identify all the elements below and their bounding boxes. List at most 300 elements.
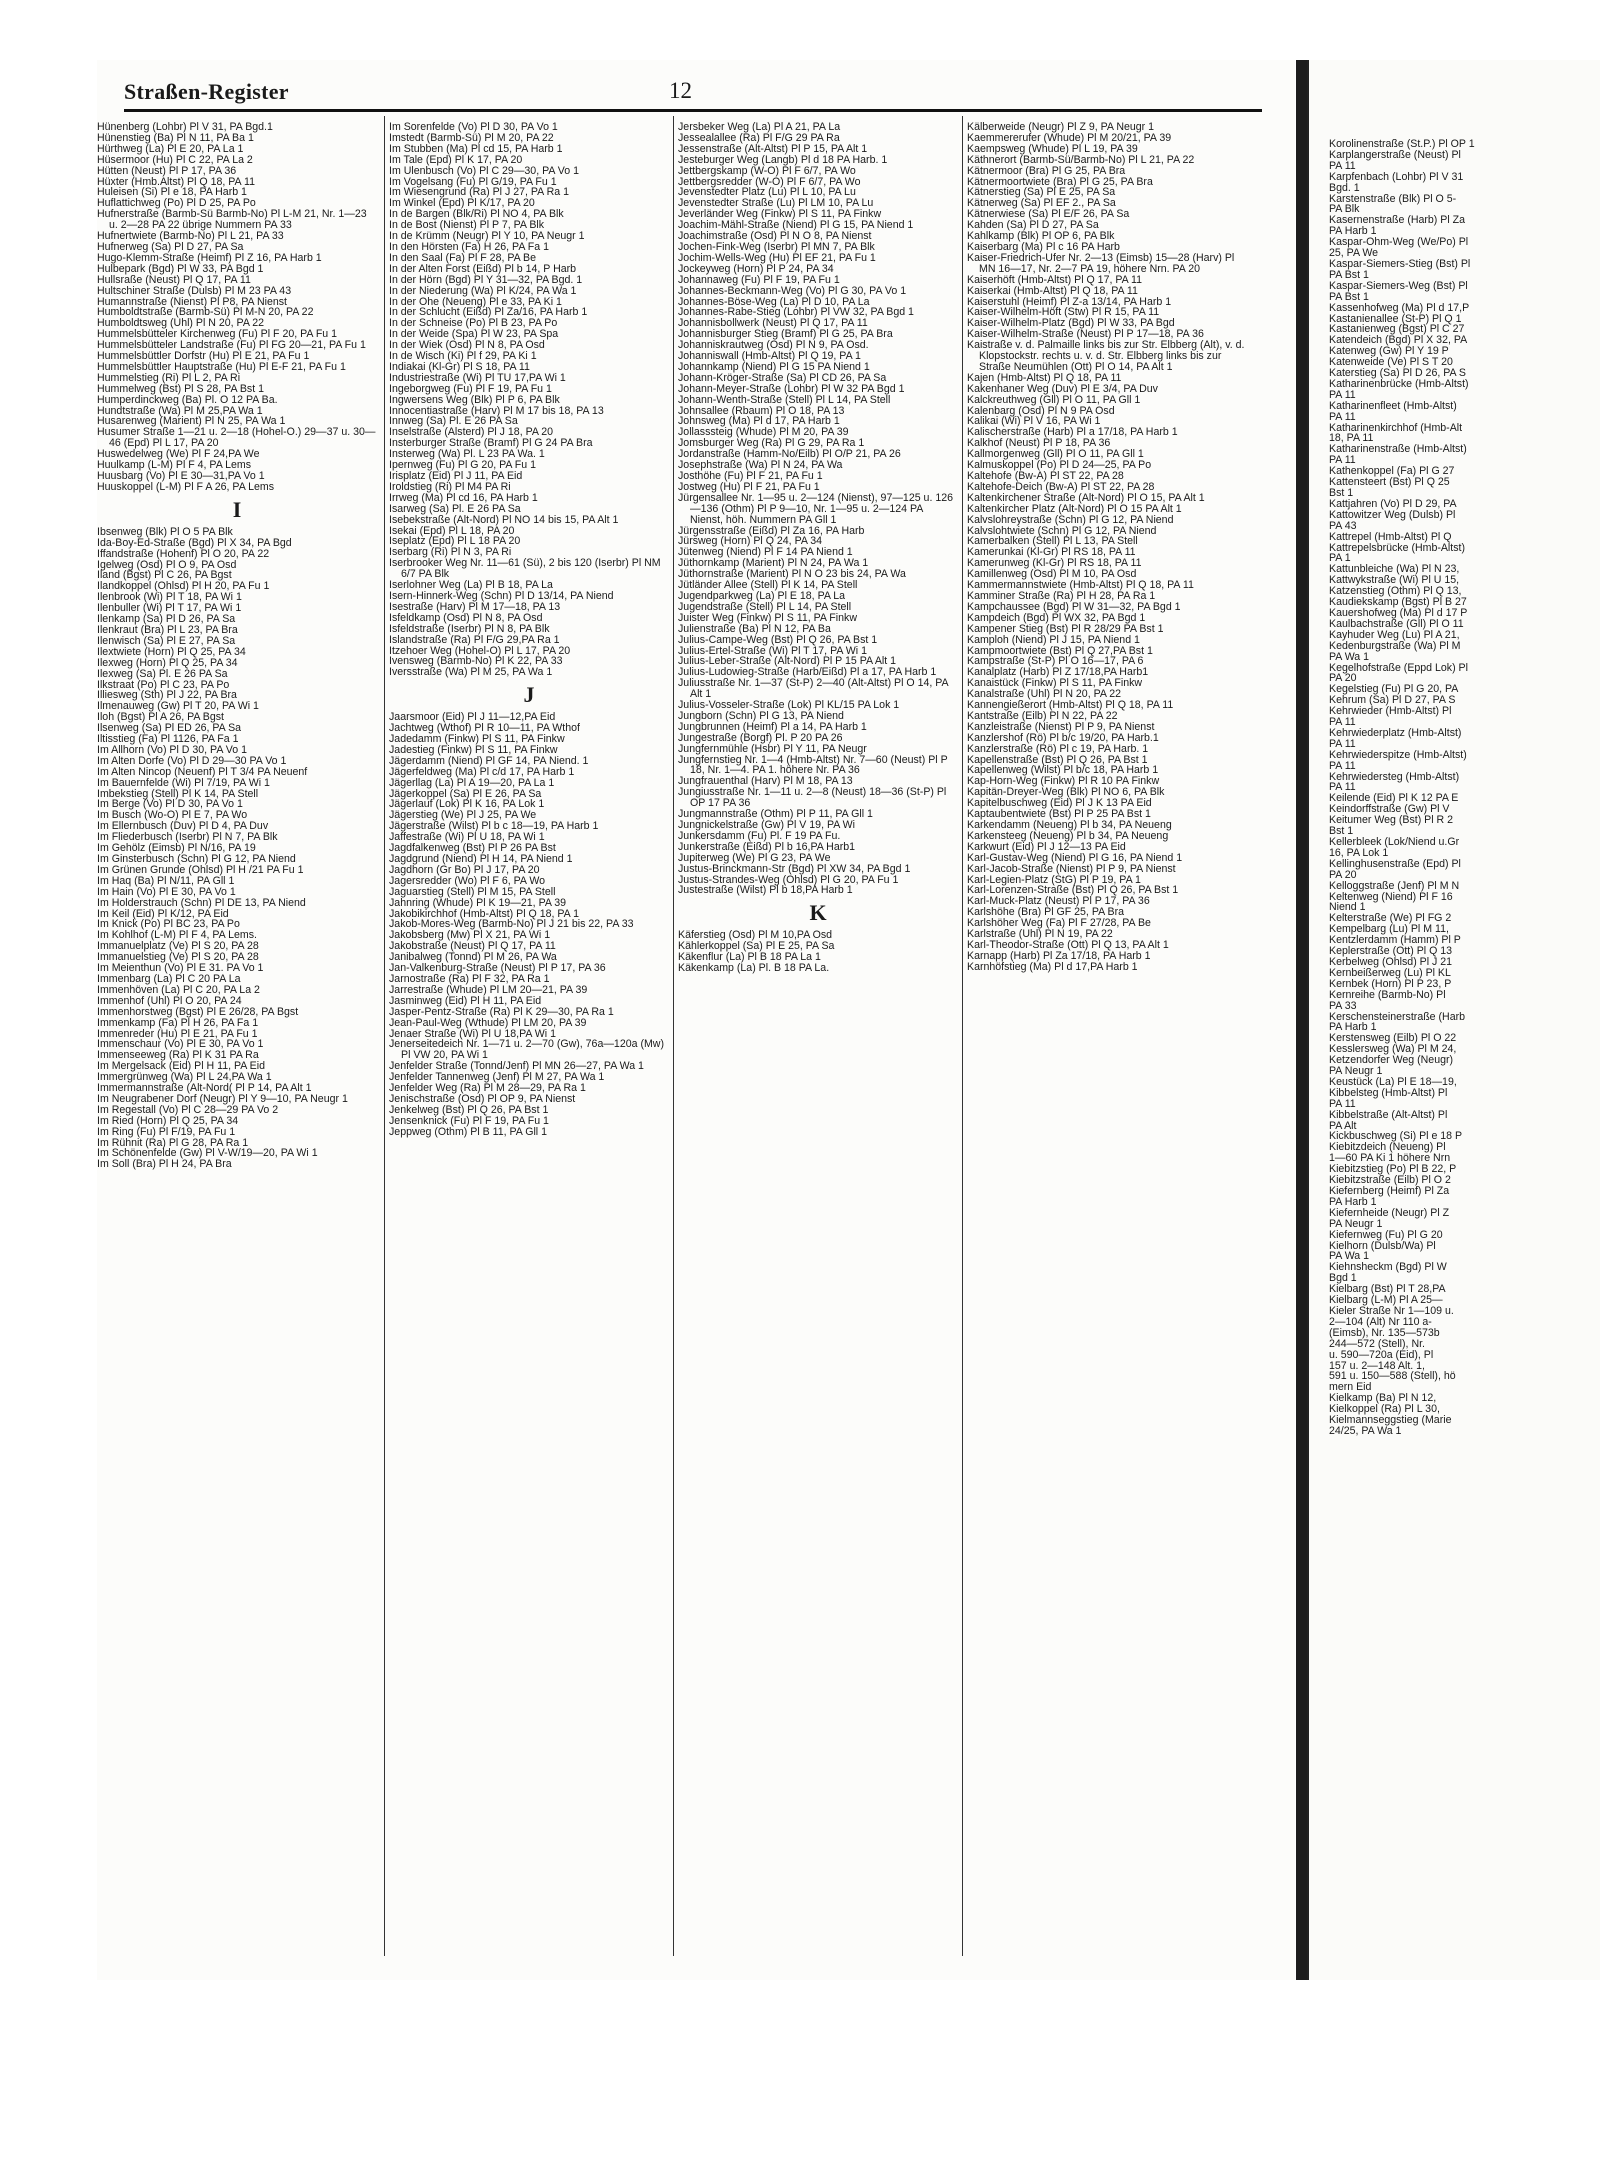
street-entry: Johannaweg (Fu) Pl F 19, PA Fu 1 [678,273,840,286]
street-entry: Justestraße (Wilst) Pl b 18,PA Harb 1 [678,884,853,897]
street-entry: Im Rühnit (Ra) Pl G 28, PA Ra 1 [97,1136,249,1149]
street-entry: Isebekstraße (Alt-Nord) Pl NO 14 bis 15, PA Alt 1 [389,513,619,526]
street-entry: Iltisstieg (Fa) Pl 1126, PA Fa 1 [97,733,239,746]
street-entry: Johannes-Böse-Weg (La) Pl D 10, PA La [678,295,870,308]
facing-page-line: Kattunbleiche (Wa) Pl N 23, [1329,563,1460,576]
street-entry: Jahnring (Whude) Pl K 19—21, PA 39 [389,896,567,909]
street-entry: Im Tale (Epd) Pl K 17, PA 20 [389,153,523,166]
facing-page-line: PA Blk [1329,203,1360,216]
street-entry: Im Busch (Wo-O) Pl E 7, PA Wo [97,809,248,822]
street-entry: Jenaer Straße (Wi) Pl U 18,PA Wi 1 [389,1027,556,1040]
street-entry: Jakobikirchhof (Hmb-Altst) Pl Q 18, PA 1 [389,907,579,920]
street-entry: Jägerstieg (We) Pl J 25, PA We [389,809,537,822]
street-entry: Jollasssteig (Whude) Pl M 20, PA 39 [678,426,849,439]
street-entry: Ilenbrook (Wi) Pl T 18, PA Wi 1 [97,591,242,604]
street-entry: In de Wisch (Ki) Pl f 29, PA Ki 1 [389,350,537,363]
column-4 [967,122,1247,1962]
street-entry: Kaltehofe (Bw-A) Pl ST 22, PA 28 [967,470,1124,482]
street-entry: In der Niederung (Wa) Pl K/24, PA Wa 1 [389,284,577,297]
street-entry: Jessealallee (Ra) Pl F/G 29 PA Ra [678,131,840,144]
facing-page-line: 1—60 PA Ki 1 höhere Nrn [1329,1152,1451,1165]
street-entry: Hummelsbütteler Landstraße (Fu) Pl FG 20—21, PA Fu 1 [97,339,366,352]
facing-page-line: PA 11 [1329,759,1356,772]
street-entry: Karl-Lorenzen-Straße (Bst) Pl Q 26, PA Bst 1 [967,884,1179,897]
street-entry: Immergrünweg (Wa) Pl L 24,PA Wa 1 [97,1071,272,1084]
street-entry: Im Allhorn (Vo) Pl D 30, PA Vo 1 [97,743,247,756]
street-entry: Jadestieg (Finkw) Pl S 11, PA Finkw [389,743,558,756]
street-entry: In der Schlucht (Eißd) Pl Za/16, PA Harb 1 [389,306,588,319]
street-entry: Kamminer Straße (Ra) Pl H 28, PA Ra 1 [967,589,1156,602]
street-entry: Kalenbarg (Osd) Pl N 9 PA Osd [967,404,1115,417]
street-entry: Johannes-Beckmann-Weg (Vo) Pl G 30, PA Vo 1 [678,284,907,297]
street-entry: Johannkamp (Niend) Pl G 15 PA Niend 1 [678,360,870,373]
facing-page-line: Ketzendorfer Weg (Neugr) [1329,1054,1454,1067]
section-letter: I [232,496,242,522]
facing-page-line: Katenweide (Ve) Pl S T 20 [1329,356,1453,369]
street-entry: Jarnostraße (Ra) Pl F 32, PA Ra 1 [389,972,550,985]
street-entry: Kapellenweg (Wilst) Pl b/c 18, PA Harb 1 [967,764,1159,777]
facing-page-line: (Eimsb), Nr. 135—573b [1329,1326,1440,1339]
street-entry: Jordanstraße (Hamm-No/Eilb) Pl O/P 21, PA 26 [678,448,901,461]
street-entry: Kählerkoppel (Sa) Pl E 25, PA Sa [678,940,835,953]
facing-page-line: Kiebitzstraße (Eilb) Pl O 2 [1329,1174,1451,1187]
street-entry: Hüxter (Hmb.Altst) Pl Q 18, PA 11 [97,175,255,188]
street-entry: Kallmorgenweg (Gll) Pl O 11, PA Gll 1 [967,448,1144,461]
street-entry: In der Hörn (Bgd) Pl Y 31—32, PA Bgd. 1 [389,273,583,286]
facing-page-line: 18, PA 11 [1329,432,1374,445]
street-entry: Imstedt (Barmb-Sü) Pl M 20, PA 22 [389,131,554,144]
street-entry: Ida-Boy-Ed-Straße (Bgd) Pl X 34, PA Bgd [97,536,292,549]
street-entry: Hummelsbüttler Dorfstr (Hu) Pl E 21, PA Fu 1 [97,350,310,363]
street-entry: Jägerfeldweg (Ma) Pl c/d 17, PA Harb 1 [389,765,575,778]
facing-page-line: Kegelhofstraße (Eppd Lok) Pl [1329,661,1468,674]
street-entry: Huuskoppel (L-M) Pl F A 26, PA Lems [97,480,275,493]
header-rule [124,109,1262,112]
street-entry: Kampmoortwiete (Bst) Pl Q 27,PA Bst 1 [967,644,1153,657]
street-entry: Indiakai (Kl-Gr) Pl S 18, PA 11 [389,360,530,373]
street-entry: Kampener Stieg (Bst) Pl R 28/29 PA Bst 1 [967,622,1164,635]
street-entry: In der Ohe (Neueng) Pl e 33, PA Ki 1 [389,295,562,308]
street-entry: Im Ulenbusch (Vo) Pl C 29—30, PA Vo 1 [389,164,579,177]
street-entry: Kaemmererufer (Whude) Pl M 20/21, PA 39 [967,131,1172,144]
facing-page-line: Kerschensteinerstraße (Harb [1329,1010,1466,1023]
street-entry: Kälberweide (Neugr) Pl Z 9, PA Neugr 1 [967,122,1155,133]
street-entry: Jenerseitedeich Nr. 1—71 u. 2—70 (Gw), 76a—120a (Mw) Pl VW 20, PA Wi 1 [389,1038,664,1062]
street-entry: Jeverländer Weg (Finkw) Pl S 11, PA Finkw [678,208,882,221]
street-entry: Justus-Strandes-Weg (Ohlsd) Pl G 20, PA Fu 1 [678,873,899,886]
street-entry: In der Alten Forst (Eißd) Pl b 14, P Harb [389,262,577,275]
facing-page-line: Kickbuschweg (Si) Pl e 18 P [1329,1130,1463,1143]
street-entry: Jan-Valkenburg-Straße (Neust) Pl P 17, PA 36 [389,962,606,975]
street-entry: Hulbepark (Bgd) Pl W 33, PA Bgd 1 [97,262,264,275]
facing-page-line: PA 11 [1329,159,1356,172]
street-entry: Im Alten Dorfe (Vo) Pl D 29—30 PA Vo 1 [97,754,287,767]
facing-page-line: PA 11 [1329,781,1356,794]
street-entry: Jakobsberg (Mw) Pl X 21, PA Wi 1 [389,929,551,942]
street-entry: Humboldtsweg (Uhl) Pl N 20, PA 22 [97,317,265,330]
street-entry: Hummelsbütteler Kirchenweg (Fu) Pl F 20, PA Fu 1 [97,328,338,341]
facing-page-line: Kiefernweg (Fu) Pl G 20 [1329,1228,1443,1241]
street-entry: Insterburger Straße (Bramf) Pl G 24 PA Bra [389,437,593,450]
street-entry: Iserlohner Weg (La) Pl B 18, PA La [389,579,553,592]
facing-page-line: Kerstensweg (Eilb) Pl O 22 [1329,1032,1457,1045]
facing-page-line: 157 u. 2—148 Alt. 1, [1329,1359,1426,1372]
street-entry: Jachtweg (Wthof) Pl R 10—11, PA Wthof [389,722,580,735]
street-entry: Im Bauernfelde (Wi) Pl 7/19, PA Wi 1 [97,776,270,789]
street-entry: Immanuelstieg (Ve) Pl S 20, PA 28 [97,951,259,964]
facing-page-line: Kellinghusenstraße (Epd) Pl [1329,857,1461,870]
street-entry: Isfeldkamp (Osd) Pl N 8, PA Osd [389,611,543,624]
street-entry: Kapitän-Dreyer-Weg (Blk) Pl NO 6, PA Blk [967,786,1165,799]
street-entry: Kamerunkai (Kl-Gr) Pl RS 18, PA 11 [967,546,1136,559]
facing-page-line: Kassenhofweg (Ma) Pl d 17,P [1329,301,1470,314]
facing-page-line: 591 u. 150—588 (Stell), hö [1329,1370,1456,1383]
street-entry: Kalikai (Wi) Pl V 16, PA Wi 1 [967,415,1101,428]
facing-page-line: Karstenstraße (Blk) Pl O 5- [1329,192,1457,205]
street-entry: Kannengießerort (Hmb-Altst) Pl Q 18, PA 11 [967,699,1174,712]
street-entry: Kalmuskoppel (Po) Pl D 24—25, PA Po [967,459,1152,472]
column-2 [389,122,669,1962]
street-entry: Iversstraße (Wa) Pl M 25, PA Wa 1 [389,666,553,679]
street-entry: Jägerlauf (Lok) Pl K 16, PA Lok 1 [389,798,545,811]
facing-page-line: Kegelstieg (Fu) Pl G 20, PA [1329,683,1459,696]
street-entry: Im Alten Nincop (Neuenf) Pl T 3/4 PA Neuenf [97,765,308,778]
street-entry: Jaarsmoor (Eid) Pl J 11—12,PA Eid [389,711,556,724]
street-entry: Ilenbuller (Wi) Pl T 17, PA Wi 1 [97,602,242,615]
facing-page-line: PA 33 [1329,999,1357,1012]
street-entry: Jaffestraße (Wi) Pl U 18, PA Wi 1 [389,831,545,844]
street-entry: Johanniswall (Hmb-Altst) Pl Q 19, PA 1 [678,350,861,363]
facing-page-line: Kernbek (Horn) Pl P 23, P [1329,977,1452,990]
facing-page-line: Keindorffstraße (Gw) Pl V [1329,803,1450,816]
facing-page-line: Katharinenkirchhof (Hmb-Alt [1329,421,1463,434]
facing-page-line: Kaspar-Siemers-Weg (Bst) Pl [1329,279,1468,292]
street-entry: Kaiserkai (Hmb-Altst) Pl Q 18, PA 11 [967,284,1138,297]
street-entry: Kajen (Hmb-Altst) Pl Q 18, PA 11 [967,371,1122,384]
facing-page-line: Kelloggstraße (Jenf) Pl M N [1329,879,1460,892]
facing-page-line: Katerstieg (Sa) Pl D 26, PA S [1329,367,1466,380]
street-entry: In de Krümm (Neugr) Pl Y 10, PA Neugr 1 [389,230,585,243]
street-entry: Hürthweg (La) Pl E 20, PA La 1 [97,142,244,155]
street-entry: Immenkamp (Fa) Pl H 26, PA Fa 1 [97,1016,259,1029]
street-entry: Hufnerstraße (Barmb-Sü Barmb-No) Pl L-M 21, Nr. 1—23 u. 2—28 PA 22 übrige Nummern PA 33 [97,208,367,232]
facing-page-line: Katharinenstraße (Hmb-Altst) [1329,443,1467,456]
facing-page-line: PA 11 [1329,1097,1356,1110]
street-entry: Ingeborgweg (Fu) Pl F 19, PA Fu 1 [389,382,552,395]
street-entry: Ivensweg (Barmb-No) Pl K 22, PA 33 [389,655,563,668]
facing-page-line: PA 1 [1329,552,1351,565]
column-1 [97,122,377,1962]
facing-page-line: Kehrwiederplatz (Hmb-Altst) [1329,726,1462,739]
street-entry: Jürgensallee Nr. 1—95 u. 2—124 (Nienst), 97—125 u. 126—136 (Othm) Pl P 9—10, Nr. 1—95 u. 2—124 PA Nienst, höh. Nummern PA Gll 1 [678,491,954,526]
facing-page-line: Kentzlerdamm (Hamm) Pl P [1329,934,1461,947]
column-divider [673,116,674,1956]
street-entry: Jarrestraße (Whude) Pl LM 20—21, PA 39 [389,983,588,996]
street-entry: Jensenknick (Fu) Pl F 19, PA Fu 1 [389,1114,549,1127]
street-entry: Jadedamm (Finkw) Pl S 11, PA Finkw [389,733,565,746]
street-entry: Jungestraße (Borgf) Pl. P 20 PA 26 [678,731,843,744]
street-entry: Karnhöfstieg (Ma) Pl d 17,PA Harb 1 [967,960,1138,973]
facing-page-line: Kielbarg (Bst) Pl T 28,PA [1329,1283,1446,1296]
street-entry: Jagdfalkenweg (Bst) Pl P 26 PA Bst [389,842,556,855]
street-entry: Jägerstraße (Wilst) Pl b c 18—19, PA Harb 1 [389,820,599,833]
street-entry: Immanuelplatz (Ve) Pl S 20, PA 28 [97,940,259,953]
street-entry: Johann-Wenth-Straße (Stell) Pl L 14, PA Stell [678,393,891,406]
street-entry: Im Stubben (Ma) Pl cd 15, PA Harb 1 [389,142,563,155]
street-entry: Jugendstraße (Stell) Pl L 14, PA Stell [678,600,852,613]
street-entry: Kamerunweg (Kl-Gr) Pl RS 18, PA 11 [967,557,1142,570]
facing-page-line: Kauershofweg (Ma) Pl d 17 P [1329,606,1468,619]
facing-page-line: Bst 1 [1329,487,1354,499]
street-entry: Isfeldstraße (Iserbr) Pl N 8, PA Blk [389,622,550,635]
street-entry: Johannisburger Stieg (Bramf) Pl G 25, PA Bra [678,328,893,341]
street-entry: In de Bargen (Blk/Ri) Pl NO 4, PA Blk [389,208,564,221]
facing-page-line: Kellerbleek (Lok/Niend u.Gr [1329,836,1460,848]
street-entry: Kalckreuthweg (Gll) Pl O 11, PA Gll 1 [967,393,1141,406]
street-entry: Jungborn (Schn) Pl G 13, PA Niend [678,709,844,722]
street-entry: Kalischerstraße (Harb) Pl a 17/18, PA Harb 1 [967,426,1178,439]
facing-page-line: Kehrum (Sa) Pl D 27, PA S [1329,694,1456,707]
facing-page-line: Keltenweg (Niend) Pl F 16 [1329,890,1453,903]
street-entry: Ilandkoppel (Ohlsd) Pl H 20, PA Fu 1 [97,580,270,593]
street-entry: Kätnermoortwiete (Bra) Pl G 25, PA Bra [967,175,1153,188]
street-entry: In den Saal (Fa) Pl F 28, PA Be [389,251,537,264]
street-entry: Kampdeich (Bgd) Pl WX 32, PA Bgd 1 [967,611,1146,624]
street-entry: Immenhorstweg (Bgst) Pl E 26/28, PA Bgst [97,1005,299,1018]
street-entry: Hundtstraße (Wa) Pl M 25,PA Wa 1 [97,404,263,417]
street-entry: In der Weide (Spa) Pl W 23, PA Spa [389,328,559,341]
facing-page-line: Kernbeißerweg (Lu) Pl KL [1329,966,1451,979]
facing-page-line: Katharinenfleet (Hmb-Altst) [1329,399,1457,412]
street-entry: Iland (Bgst) Pl C 26, PA Bgst [97,569,232,582]
street-entry: Kaltehofe-Deich (Bw-A) Pl ST 22, PA 28 [967,480,1155,493]
facing-page-line: Kattowitzer Weg (Dulsb) Pl [1329,508,1456,521]
street-entry: Iloh (Bgst) Pl A 26, PA Bgst [97,711,224,724]
facing-page-line: PA Wa 1 [1329,650,1370,663]
book-gutter [1296,60,1307,1980]
facing-page-line: 25, PA We [1329,247,1379,260]
street-entry: Iseplatz (Epd) Pl L 18 PA 20 [389,535,521,548]
street-entry: Iffandstraße (Hohenf) Pl O 20, PA 22 [97,547,270,560]
street-entry: Kap-Horn-Weg (Finkw) Pl R 10 PA Finkw [967,775,1160,788]
facing-page-line: PA 20 [1329,868,1357,881]
street-entry: Isern-Hinnerk-Weg (Schn) Pl D 13/14, PA Niend [389,589,614,602]
street-entry: Im Ellernbusch (Duv) Pl D 4, PA Duv [97,820,269,833]
street-entry: Im Hain (Vo) Pl E 30, PA Vo 1 [97,885,236,898]
street-entry: Igelweg (Osd) Pl O 9, PA Osd [97,558,237,571]
street-entry: Johnsallee (Rbaum) Pl O 18, PA 13 [678,404,845,417]
street-entry: Johannisbollwerk (Neust) Pl Q 17, PA 11 [678,317,868,330]
street-entry: Kaiserbarg (Ma) Pl c 16 PA Harb [967,240,1120,253]
street-entry: Karl-Legien-Platz (StG) Pl P 19, PA 1 [967,873,1141,886]
street-entry: Justus-Brinckmann-Str (Bgd) Pl XW 34, PA Bgd 1 [678,862,911,875]
street-entry: Im Winkel (Epd) Pl K/17, PA 20 [389,197,535,210]
street-entry: Juister Weg (Finkw) Pl S 11, PA Finkw [678,611,857,624]
street-entry: Ilexweg (Sa) Pl. E 26 PA Sa [97,667,228,680]
street-entry: Kamillenweg (Osd) Pl M 10, PA Osd [967,568,1137,581]
facing-page-line: PA Harb 1 [1329,225,1377,238]
street-entry: Kaiser-Friedrich-Ufer Nr. 2—13 (Eimsb) 15—28 (Harv) Pl MN 16—17, Nr. 2—7 PA 19, höhere Nrn. PA 20 [967,251,1235,275]
street-entry: Jessenstraße (Alt-Altst) Pl P 15, PA Alt 1 [678,142,868,155]
facing-page-line: Kaudiekskamp (Bgst) Pl B 27 [1329,596,1467,609]
street-entry: Im Mergelsack (Eid) Pl H 11, PA Eid [97,1060,265,1073]
street-entry: Im Holderstrauch (Schn) Pl DE 13, PA Niend [97,896,306,909]
street-entry: Jeppweg (Othm) Pl B 11, PA Gll 1 [389,1125,547,1138]
facing-page-line: Katharinenbrücke (Hmb-Altst) [1329,377,1469,390]
street-entry: Jagdhorn (Gr Bo) Pl J 17, PA 20 [389,863,540,876]
facing-page-line: u. 590—720a (Eid), Pl [1329,1348,1434,1361]
column-divider [962,116,963,1956]
facing-page-line: Kielmannseggstieg (Marie [1329,1414,1452,1427]
facing-page-line: Kiebitzdeich (Neueng) Pl [1329,1141,1446,1154]
street-entry: Kahden (Sa) Pl D 27, PA Sa [967,219,1099,232]
street-entry: Jettbergskamp (W-O) Pl F 6/7, PA Wo [678,164,856,177]
street-entry: Immenreder (Hu) Pl E 21, PA Fu 1 [97,1027,258,1040]
street-entry: Julius-Leber-Straße (Alt-Nord) Pl P 15 PA Alt 1 [678,655,897,668]
facing-page-line: 24/25, PA Wa 1 [1329,1424,1402,1437]
street-entry: Jevenstedter Straße (Lu) Pl LM 10, PA Lu [678,197,874,210]
street-entry: Karnapp (Harb) Pl Za 17/18, PA Harb 1 [967,949,1151,962]
street-entry: Isarweg (Sa) Pl. E 26 PA Sa [389,502,521,515]
street-entry: Ilsenweg (Sa) Pl ED 26, PA Sa [97,722,242,735]
street-entry: Johann-Meyer-Straße (Lohbr) Pl W 32 PA Bgd 1 [678,382,905,395]
facing-page-line: PA 11 [1329,454,1356,467]
street-entry: Im Wiesengrund (Ra) Pl J 27, PA Ra 1 [389,186,569,199]
facing-page-line: Kattrepel (Hmb-Altst) Pl Q [1329,530,1452,543]
street-entry: Kantstraße (Eilb) Pl N 22, PA 22 [967,709,1118,722]
street-entry: Josephstraße (Wa) Pl N 24, PA Wa [678,459,843,472]
facing-page-line: Kastanienallee (St-P) Pl Q 1 [1329,312,1462,325]
street-entry: Karlstraße (Uhl) Pl N 19, PA 22 [967,928,1113,941]
section-letter: K [809,900,827,926]
facing-page-line: Kielkoppel (Ra) Pl L 30, [1329,1403,1440,1416]
street-entry: Kampchaussee (Bgd) Pl W 31—32, PA Bgd 1 [967,600,1181,613]
page-number: 12 [669,78,692,103]
street-entry: Kapitelbuschweg (Eid) Pl J K 13 PA Eid [967,797,1152,810]
street-entry: Insterweg (Wa) Pl. L 23 PA Wa. 1 [389,448,545,461]
street-entry: Ilkstraat (Po) Pl C 23, PA Po [97,678,230,691]
street-entry: Immermannstraße (Alt-Nord( Pl P 14, PA Alt 1 [97,1082,312,1095]
facing-page-line: Kattensteert (Bst) Pl Q 25 [1329,476,1450,489]
street-entry: Josthöhe (Fu) Pl F 21, PA Fu 1 [678,470,823,482]
street-entry: Huswedelweg (We) Pl F 24,PA We [97,448,260,461]
street-entry: Kanalplatz (Harb) Pl Z 17/18,PA Harb1 [967,666,1149,679]
facing-page-line: Kernreihe (Barmb-No) Pl [1329,988,1446,1001]
facing-page-line: Kastanienweg (Bgst) Pl C 27 [1329,323,1465,336]
street-entry: Kaiserhöft (Hmb-Altst) Pl Q 17, PA 11 [967,273,1143,286]
facing-page-line: Kelterstraße (We) Pl FG 2 [1329,912,1452,925]
street-entry: Im Ried (Horn) Pl Q 25, PA 34 [97,1114,239,1127]
facing-page-line: 16, PA Lok 1 [1329,846,1389,859]
street-entry: Hufnertwiete (Barmb-No) Pl L 21, PA 33 [97,230,284,243]
street-entry: Jungnickelstraße (Gw) Pl V 19, PA Wi [678,819,856,831]
street-entry: Iroldstieg (Ri) Pl M4 PA Ri [389,480,511,493]
street-entry: Isestraße (Harv) Pl M 17—18, PA 13 [389,600,561,613]
street-entry: Iserbarg (Ri) Pl N 3, PA Ri [389,546,512,559]
street-entry: Juliusstraße Nr. 1—37 (St-P) 2—40 (Alt-Altst) Pl O 14, PA Alt 1 [678,677,949,701]
street-entry: Irisplatz (Eid) Pl J 11, PA Eid [389,470,523,482]
street-entry: Karlshöhe (Bra) Pl GF 25, PA Bra [967,906,1125,919]
facing-page-line: Kielbarg (L-M) Pl A 25— [1329,1294,1443,1307]
street-entry: Im Schönenfelde (Gw) Pl V-W/19—20, PA Wi 1 [97,1147,318,1160]
facing-page-line: Kattjahren (Vo) Pl D 29, PA [1329,497,1457,510]
facing-page-line: Katzenstieg (Othm) Pl Q 13, [1329,585,1462,598]
street-entry: Huflattichweg (Po) Pl D 25, PA Po [97,197,256,210]
street-entry: Jungfernstieg Nr. 1—4 (Hmb-Altst) Nr. 7—60 (Neust) Pl P 18, Nr. 1—4. PA 1. höhere Nr. PA 36 [678,753,948,777]
facing-page-line: Kathenkoppel (Fa) Pl G 27 [1329,465,1455,478]
street-entry: Jupiterweg (We) Pl G 23, PA We [678,851,831,864]
street-entry: Islandstraße (Ra) Pl F/G 29,PA Ra 1 [389,633,560,646]
street-entry: Jettbergsredder (W-O) Pl F 6/7, PA Wo [678,175,861,188]
street-entry: Im Haq (Ba) Pl N/11, PA Gll 1 [97,874,235,887]
facing-page-line: Kasernenstraße (Harb) Pl Za [1329,214,1466,227]
street-entry: Kanalstraße (Uhl) Pl N 20, PA 22 [967,688,1122,701]
street-entry: Immenbarg (La) Pl C 20 PA La [97,972,241,985]
facing-page-line: PA Alt [1329,1119,1357,1132]
street-entry: Humannstraße (Nienst) Pl P8, PA Nienst [97,295,287,308]
facing-page-line: Kiehnsheckm (Bgd) Pl W [1329,1261,1447,1274]
street-entry: Innweg (Sa) Pl. E 26 PA Sa [389,415,518,428]
street-entry: Ilexweg (Horn) Pl Q 25, PA 34 [97,656,238,669]
street-entry: Kaltenkirchener Straße (Alt-Nord) Pl O 15, PA Alt 1 [967,491,1205,504]
street-entry: Jevenstedter Platz (Lu) Pl L 10, PA Lu [678,186,856,199]
facing-page-line: Kibbelsteg (Hmb-Altst) Pl [1329,1086,1448,1099]
street-entry: Humperdinckweg (Ba) Pl. O 12 PA Ba. [97,393,278,406]
facing-page-line: Kempelbarg (Lu) Pl M 11, [1329,923,1449,936]
street-entry: Karl-Jacob-Straße (Nienst) Pl P 9, PA Nienst [967,862,1176,875]
street-entry: Isekai (Epd) Pl L 18, PA 20 [389,524,515,537]
facing-page-line: PA Harb 1 [1329,1021,1377,1034]
street-entry: Janibalweg (Tonnd) Pl M 26, PA Wa [389,951,557,964]
facing-page-line: Kaspar-Ohm-Weg (We/Po) Pl [1329,236,1469,249]
facing-page-line: Kesslersweg (Wa) Pl M 24, [1329,1043,1457,1056]
street-entry: Jenischstraße (Osd) Pl OP 9, PA Nienst [389,1092,576,1105]
street-entry: Kampstraße (St-P) Pl O 16—17, PA 6 [967,655,1144,668]
street-entry: Kaiserstuhl (Heimf) Pl Z-a 13/14, PA Harb 1 [967,295,1172,308]
street-entry: Hugo-Klemm-Straße (Heimf) Pl Z 16, PA Harb 1 [97,251,322,264]
street-entry: Johanniskrautweg (Osd) Pl N 9, PA Osd. [678,339,869,352]
street-entry: Itzehoer Weg (Hohel-O) Pl L 17, PA 20 [389,644,571,657]
street-entry: Jungiusstraße Nr. 1—11 u. 2—8 (Neust) 18—36 (St-P) Pl OP 17 PA 36 [678,786,947,810]
facing-page-line: Keitumer Weg (Bst) Pl R 2 [1329,814,1454,827]
street-entry: Jagdgrund (Niend) Pl H 14, PA Niend 1 [389,853,573,865]
street-entry: Kakenhaner Weg (Duv) Pl E 3/4, PA Duv [967,382,1158,395]
facing-page-line: Bst 1 [1329,825,1354,838]
facing-page-line: 244—572 (Stell), Nr. [1329,1337,1425,1350]
street-entry: Kaltenkircher Platz (Alt-Nord) Pl O 15 PA Alt 1 [967,502,1182,515]
street-entry: Ilmenauweg (Gw) Pl T 20, PA Wi 1 [97,700,259,713]
street-entry: Hufnerweg (Sa) Pl D 27, PA Sa [97,240,244,253]
street-entry: Jersbeker Weg (La) Pl A 21, PA La [678,122,841,133]
facing-page-line: Kiefernberg (Heimf) Pl Za [1329,1185,1450,1197]
street-entry: Karl-Muck-Platz (Neust) Pl P 17, PA 36 [967,895,1150,908]
street-entry: Kanzlershof (Rö) Pl b/c 19/20, PA Harb.1 [967,731,1159,744]
facing-page-line: PA Harb 1 [1329,1195,1377,1208]
street-entry: Kaiser-Wilhelm-Platz (Bgd) Pl W 33, PA Bgd [967,317,1175,330]
street-entry: Kanaistück (Finkw) Pl S 11, PA Finkw [967,677,1143,690]
street-entry: Jungbrunnen (Heimf) Pl a 14, PA Harb 1 [678,720,867,733]
facing-page-line: Kiefernheide (Neugr) Pl Z [1329,1206,1450,1219]
street-entry: Jakob-Mores-Weg (Barmb-No) Pl J 21 bis 22, PA 33 [389,918,634,931]
street-entry: Im Meienthun (Vo) Pl E 31. PA Vo 1 [97,962,264,975]
street-entry: Immenschaur (Vo) Pl E 30, PA Vo 1 [97,1038,264,1051]
street-entry: Jüthornkamp (Marient) Pl N 24, PA Wa 1 [678,557,869,570]
street-entry: Jägerdamm (Niend) Pl GF 14, PA Niend. 1 [389,754,589,767]
street-entry: Hummelstieg (Ri) Pl L 2, PA Ri [97,371,241,384]
street-entry: Kalvslohreystraße (Schn) Pl G 12, PA Niend [967,513,1174,526]
facing-page-line: PA Bst 1 [1329,268,1369,281]
street-entry: Jütländer Allee (Stell) Pl K 14, PA Stell [678,579,858,592]
